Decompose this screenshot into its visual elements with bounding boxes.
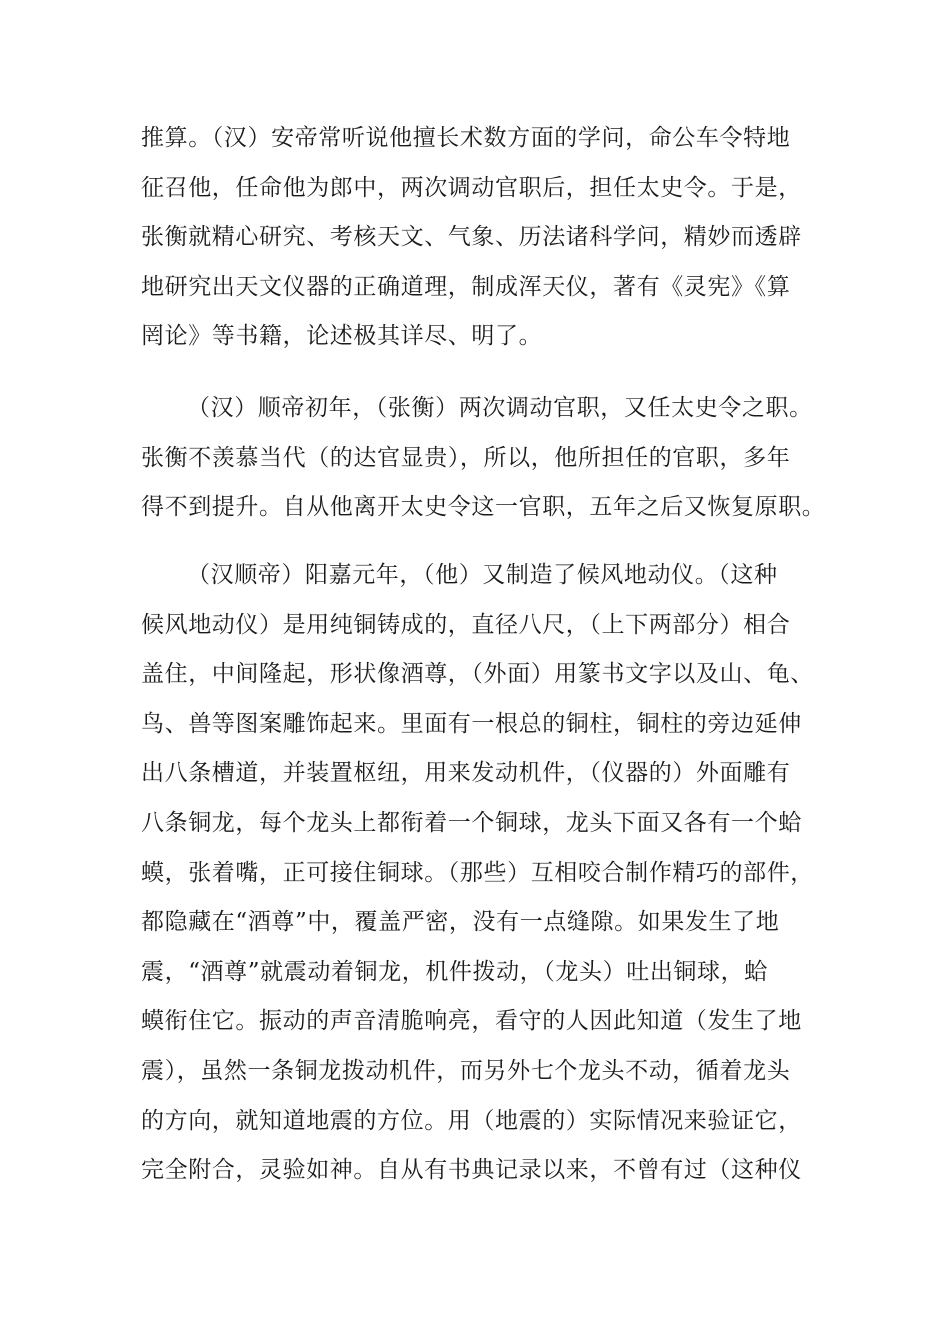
- text-line: 完全附合，灵验如神。自从有书典记录以来，不曾有过（这种仪: [141, 1157, 802, 1184]
- text-line: 盖住，中间隆起，形状像酒尊，（外面）用篆书文字以及山、龟、: [141, 661, 814, 688]
- paragraph-3: [141, 551, 841, 1196]
- text-line: 候风地动仪）是用纯铜铸成的，直径八尺，（上下两部分）相合: [141, 611, 791, 638]
- text-line: 鸟、兽等图案雕饰起来。里面有一根总的铜柱，铜柱的旁边延伸: [141, 710, 802, 737]
- text-line: 地研究出天文仪器的正确道理，制成浑天仪，著有《灵宪》《算: [141, 273, 791, 300]
- text-line: （汉顺帝）阳嘉元年，（他）又制造了候风地动仪。（这种: [187, 562, 778, 588]
- paragraph-2: [141, 384, 841, 533]
- text-line: 征召他，任命他为郎中，两次调动官职后，担任太史令。于是，: [141, 174, 802, 201]
- text-line: 的方向，就知道地震的方位。用（地震的）实际情况来验证它，: [141, 1107, 802, 1134]
- text-line: 震，“酒尊”就震动着铜龙，机件拨动，（龙头）吐出铜球，蛤: [141, 958, 768, 985]
- text-line: 张衡不羡慕当代（的达官显贵），所以，他所担任的官职，多年: [141, 444, 791, 471]
- text-line: 蟆，张着嘴，正可接住铜球。（那些）互相咬合制作精巧的部件，: [141, 859, 814, 886]
- text-line: 八条铜龙，每个龙头上都衔着一个铜球，龙头下面又各有一个蛤: [141, 809, 802, 836]
- text-line: 震），虽然一条铜龙拨动机件，而另外七个龙头不动，循着龙头: [141, 1057, 791, 1084]
- text-line: （汉）顺帝初年，（张衡）两次调动官职，又任太史令之职。: [187, 395, 813, 421]
- text-line: 张衡就精心研究、考核天文、气象、历法诸科学问，精妙而透辟: [141, 224, 802, 251]
- text-line: 得不到提升。自从他离开太史令这一官职，五年之后又恢复原职。: [141, 494, 826, 521]
- paragraph-1: [141, 114, 841, 362]
- text-line: 都隐藏在“酒尊”中，覆盖严密，没有一点缝隙。如果发生了地: [141, 909, 780, 936]
- text-line: 罔论》等书籍，论述极其详尽、明了。: [141, 323, 543, 350]
- text-line: 蟆衔住它。振动的声音清脆响亮，看守的人因此知道（发生了地: [141, 1008, 802, 1035]
- text-line: 推算。（汉）安帝常听说他擅长术数方面的学问，命公车令特地: [141, 125, 791, 151]
- text-line: 出八条槽道，并装置枢纽，用来发动机件，（仪器的）外面雕有: [141, 760, 791, 787]
